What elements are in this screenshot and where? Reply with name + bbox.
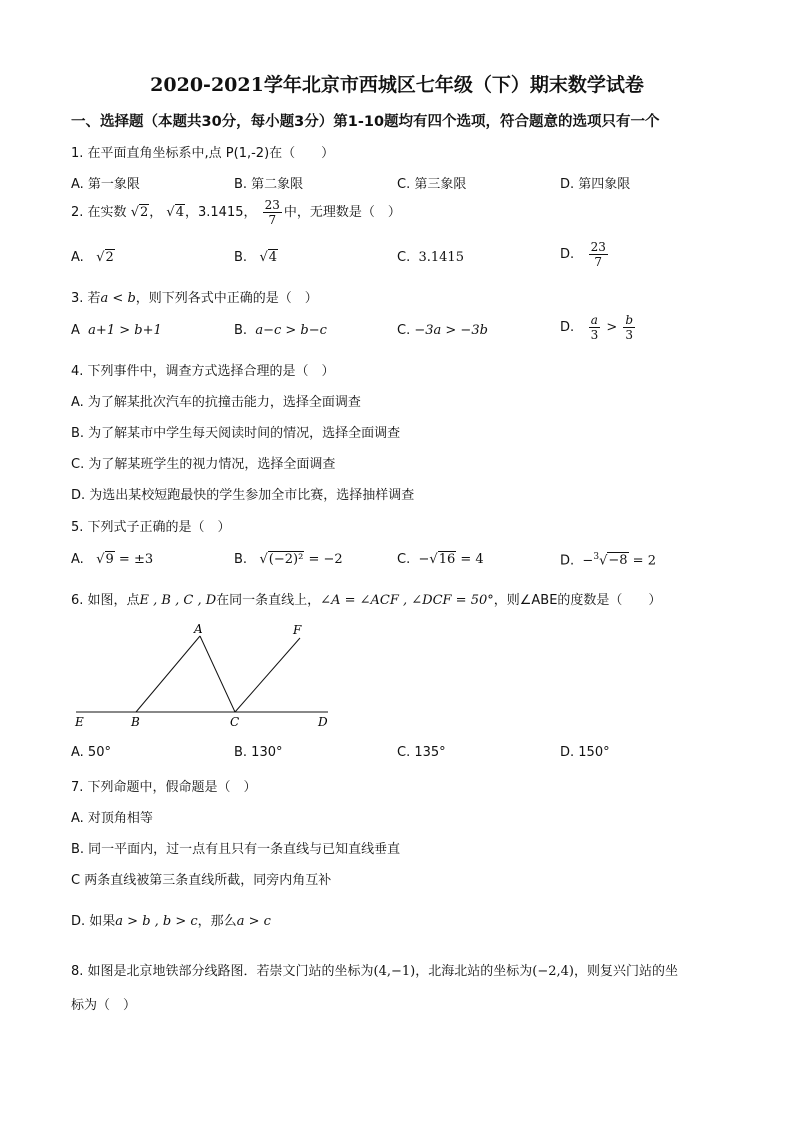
label-f: F: [293, 623, 302, 637]
q2-a-sqrt: √2: [96, 250, 114, 265]
q5-option-a: [71, 552, 153, 567]
segment-ba: [136, 636, 200, 712]
q7-d-prefix: D. 如果: [71, 914, 116, 929]
page-title: 2020-2021学年北京市西城区七年级（下）期末数学试卷: [150, 74, 644, 96]
q3-a-label: A: [71, 323, 80, 338]
question-1-stem: 1. 在平面直角坐标系中,点 P(1,-2)在（ ）: [71, 146, 335, 161]
segment-ac: [200, 636, 235, 712]
q7-d-result: a > c: [236, 914, 271, 929]
label-d: D: [318, 715, 328, 729]
q3-option-d: [560, 313, 637, 342]
q2-d-den: 7: [594, 255, 603, 269]
q5-b-sqrt: √(−2)²: [259, 552, 304, 567]
q1-option-b: B. 第二象限: [234, 177, 304, 192]
q5-c-sqrt: √16: [429, 552, 456, 567]
q1-option-d: D. 第四象限: [560, 177, 631, 192]
q5-b-rhs: = −2: [308, 552, 343, 567]
section-heading: 一、选择题（本题共30分，每小题3分）第1-10题均有四个选项，符合题意的选项只有一个: [71, 114, 660, 130]
q7-option-a: A. 对顶角相等: [71, 811, 153, 826]
q2-mid: ，3.1415，: [185, 205, 257, 220]
q5-d-label: D.: [560, 553, 575, 569]
q5-b-label: B.: [234, 552, 248, 567]
q5-a-radicand: 9: [105, 552, 114, 567]
q6-option-b: B. 130°: [234, 745, 283, 760]
q2-fraction: [263, 198, 282, 227]
q2-sqrt2: √2: [130, 205, 149, 220]
q5-a-rhs: = ±3: [118, 552, 154, 567]
q5-b-radicand: (−2)²: [268, 552, 304, 567]
q2-d-label: D.: [560, 247, 575, 262]
q2-a-label: A.: [71, 250, 84, 265]
q5-d-minus: −: [582, 553, 594, 569]
label-c: C: [230, 715, 240, 729]
q2-c-value: 3.1415: [418, 250, 464, 265]
q2-sqrt4: √4: [166, 205, 184, 220]
q3-option-a: [71, 323, 162, 338]
q5-option-b: [234, 552, 343, 567]
q5-d-radicand: −8: [608, 553, 628, 569]
q3-d-num-b: b: [625, 313, 634, 327]
q5-a-label: A.: [71, 552, 84, 567]
q5-d-root-index: 3: [593, 552, 600, 562]
q3-b-expr: a−c > b−c: [255, 323, 327, 338]
q3-d-label: D.: [560, 320, 575, 335]
q7-d-condition: a > b , b > c: [115, 914, 198, 929]
q2-b-label: B.: [234, 250, 248, 265]
q6-condition: ∠A = ∠ACF , ∠DCF = 50°: [320, 593, 494, 608]
q2-c-label: C.: [397, 250, 411, 265]
q2-option-b: [234, 250, 278, 265]
q6-option-d: D. 150°: [560, 745, 610, 760]
q6-mid: 在同一条直线上，: [216, 593, 321, 608]
q3-option-b: [234, 323, 327, 338]
q6-points: E , B , C , D: [139, 593, 217, 608]
q3-a-expr: a+1 > b+1: [88, 323, 162, 338]
q5-d-rhs: = 2: [632, 553, 656, 569]
question-2-stem: [71, 198, 401, 227]
q2-d-fraction: [589, 240, 608, 269]
q6-option-c: C. 135°: [397, 745, 446, 760]
q2-option-a: [71, 250, 115, 265]
q3-prefix: 3. 若: [71, 291, 101, 306]
question-5-stem: 5. 下列式子正确的是（ ）: [71, 520, 231, 535]
q6-option-a: A. 50°: [71, 745, 111, 760]
q5-d-sqrt: √−8: [599, 553, 628, 569]
q2-frac-num: 23: [264, 198, 280, 212]
q3-suffix: ，则下列各式中正确的是（ ）: [135, 291, 318, 306]
q2-frac-den: 7: [268, 213, 277, 227]
label-e: E: [75, 715, 84, 729]
question-7-stem: 7. 下列命题中，假命题是（ ）: [71, 780, 257, 795]
q7-option-d: [71, 910, 271, 929]
q2-a-radicand: 2: [105, 250, 114, 265]
q2-sep: ，: [149, 205, 163, 220]
q2-b-radicand: 4: [268, 250, 278, 265]
q5-c-label: C.: [397, 552, 411, 567]
q4-option-a: A. 为了解某批次汽车的抗撞击能力，选择全面调查: [71, 395, 361, 410]
question-8-line-1: [71, 960, 678, 979]
q4-option-b: B. 为了解某市中学生每天阅读时间的情况，选择全面调查: [71, 426, 401, 441]
question-4-stem: 4. 下列事件中，调查方式选择合理的是（ ）: [71, 364, 335, 379]
q1-option-a: A. 第一象限: [71, 177, 140, 192]
q5-c-radicand: 16: [438, 552, 456, 567]
q8-coord-chongwenmen: (4,−1): [373, 964, 416, 979]
q8-coord-beihaibei: (−2,4): [532, 964, 574, 979]
q6-prefix: 6. 如图，点: [71, 593, 140, 608]
q2-option-d: [560, 240, 610, 269]
question-3-stem: [71, 287, 318, 306]
q2-option-c: [397, 250, 464, 265]
q3-option-c: [397, 323, 488, 338]
q3-d-num-a: a: [589, 313, 601, 328]
question-6-stem: [71, 589, 661, 608]
label-b: B: [131, 715, 140, 729]
q2-sqrt4-radicand: 4: [175, 205, 184, 220]
q7-option-b: B. 同一平面内，过一点有且只有一条直线与已知直线垂直: [71, 842, 401, 857]
question-8-line-2: 标为（ ）: [71, 998, 137, 1013]
q6-figure: [70, 618, 340, 733]
q5-option-c: [397, 552, 484, 567]
segment-cf: [235, 638, 300, 712]
q4-option-d: D. 为选出某校短跑最快的学生参加全市比赛，选择抽样调查: [71, 488, 415, 503]
q3-c-label: C.: [397, 323, 411, 338]
q3-d-frac-a: [589, 313, 601, 342]
q3-d-den-a: 3: [590, 328, 599, 342]
label-a: A: [194, 622, 203, 636]
q8-text-a: 8. 如图是北京地铁部分线路图．若崇文门站的坐标为: [71, 964, 374, 979]
q7-d-mid: ，那么: [197, 914, 237, 929]
q5-option-d: [560, 552, 656, 568]
q3-d-den-b: 3: [625, 328, 634, 342]
q2-sqrt2-radicand: 2: [139, 205, 149, 220]
q4-option-c: C. 为了解某班学生的视力情况，选择全面调查: [71, 457, 336, 472]
q6-suffix: ，则∠ABE的度数是（ ）: [493, 593, 662, 608]
q5-c-rhs: = 4: [460, 552, 484, 567]
q2-b-sqrt: √4: [259, 250, 278, 265]
q1-option-c: C. 第三象限: [397, 177, 467, 192]
q3-b-label: B.: [234, 323, 248, 338]
q8-text-b: ，北海北站的坐标为: [415, 964, 533, 979]
q2-prefix: 2. 在实数: [71, 205, 127, 220]
q3-c-expr: −3a > −3b: [414, 323, 488, 338]
q5-c-minus: −: [418, 552, 430, 567]
q5-a-sqrt: √9: [96, 552, 114, 567]
q3-d-gt: >: [606, 320, 618, 335]
q8-text-c: ，则复兴门站的坐: [574, 964, 679, 979]
q2-suffix: 中，无理数是（ ）: [283, 205, 401, 220]
q3-condition: a < b: [100, 291, 136, 306]
q2-d-num: 23: [590, 240, 606, 254]
q3-d-frac-b: [623, 313, 635, 342]
q7-option-c: C 两条直线被第三条直线所截，同旁内角互补: [71, 873, 332, 888]
